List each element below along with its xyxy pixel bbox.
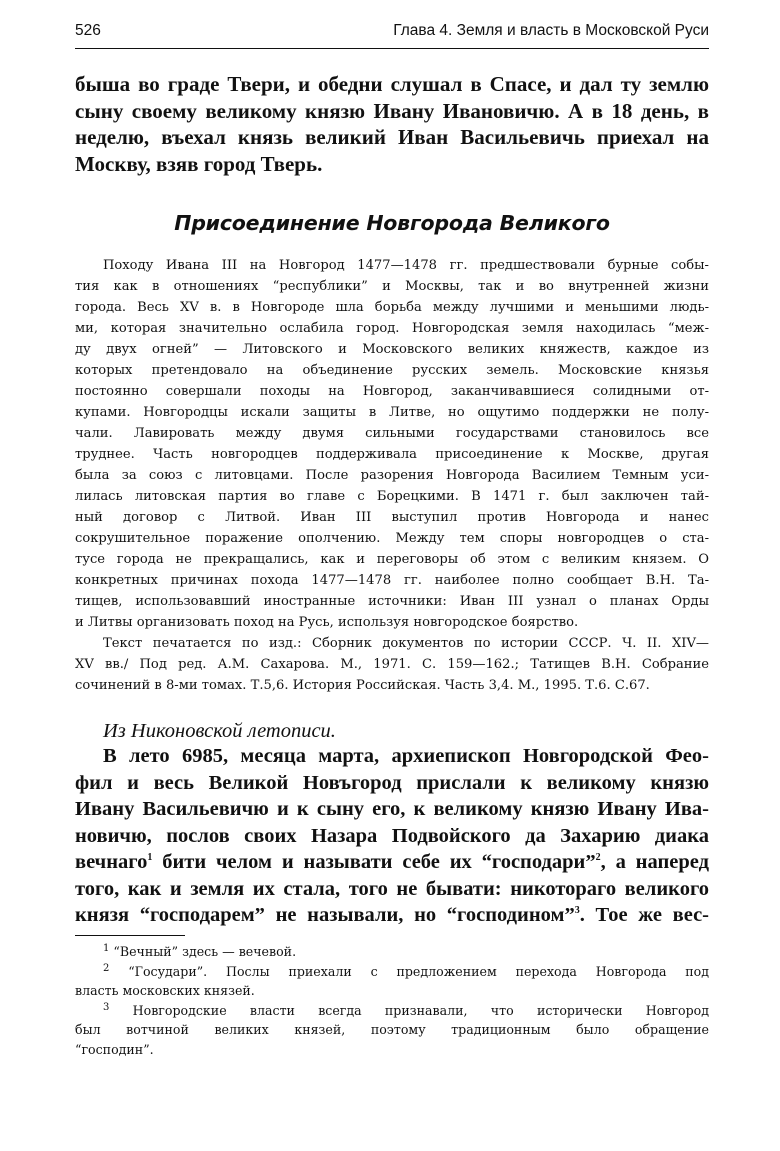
intro-line: ду двух огней” — Литовского и Московского великих княжеств, каждое из (75, 342, 709, 357)
intro-line: труднее. Часть новгородцев поддерживала присоединение к Москве, другая (75, 447, 709, 462)
chronicle-line: В лето 6985, месяца марта, архиепископ Новгородской Фео- (103, 745, 709, 767)
footnote-3 (75, 1001, 709, 1021)
intro-line: ми, которая значительно ослабила город. Новгородская земля находилась “меж- (75, 321, 709, 336)
intro-line: сокрушительное поражение ополчению. Между тем споры новгородцев о ста- (75, 531, 709, 546)
intro-line: которых претендовало на объединение русских земель. Московские князья (75, 363, 709, 378)
page-number: 526 (75, 22, 101, 39)
source-note-line: XV вв./ Под ред. А.М. Сахарова. М., 1971. С. 159—162.; Татищев В.Н. Собрание (75, 657, 709, 672)
intro-line: тия как в отношениях “республики” и Москвы, так и во внутренней жизни (75, 279, 709, 294)
intro-line: чали. Лавировать между двумя сильными государствами становилось все (75, 426, 709, 441)
footnote-mark: 3 (103, 1001, 110, 1013)
footnote-3-cont: был вотчиной великих князей, поэтому традиционным было обращение (75, 1022, 709, 1037)
footnote-text: Новгородские власти всегда признавали, что исторически Новгород (109, 1002, 709, 1018)
lead-paragraph (75, 71, 709, 177)
footnote-3-cont: “господин”. (75, 1041, 154, 1057)
intro-line: ный договор с Литвой. Иван III выступил против Новгорода и нанес (75, 510, 709, 525)
source-note-line: сочинений в 8-ми томах. Т.5,6. История Российская. Часть 3,4. М., 1995. Т.6. С.67. (75, 678, 650, 693)
footnote-ref-2[interactable]: 2 (595, 852, 601, 864)
chronicle-text-fragment: . Тое же вес- (579, 904, 709, 926)
intro-line: конкретных причинах похода 1477—1478 гг. наиболее полно сообщает В.Н. Та- (75, 573, 709, 588)
chronicle-line: того, как и земля их стала, того не бывати: никотораго великого (75, 877, 709, 900)
chapter-title: Глава 4. Земля и власть в Московской Руси (393, 22, 709, 39)
intro-line: постоянно совершали походы на Новгород, заканчивавшиеся солидными от- (75, 384, 709, 399)
lead-line: Москву, взяв город Тверь. (75, 151, 323, 176)
footnote-mark: 2 (103, 962, 110, 974)
footnote-ref-3[interactable]: 3 (574, 905, 580, 917)
chronicle-text-fragment: , а наперед (600, 851, 709, 873)
footnote-2-cont: власть московских князей. (75, 983, 255, 998)
chronicle-line: фил и весь Великой Новъгород прислали к великому князю (75, 771, 709, 794)
intro-line: купами. Новгородцы искали защиты в Литве, но ощутимо поддержки не полу- (75, 405, 709, 420)
footnote-text: “Вечный” здесь — вечевой. (109, 944, 297, 959)
intro-paragraph (75, 255, 709, 696)
footnote-ref-1[interactable]: 1 (147, 852, 153, 864)
lead-line: неделю, въехал князь великий Иван Васильевичь приехал на (75, 125, 709, 149)
chronicle-text-fragment: вечнаго (75, 851, 148, 873)
source-note-line: Текст печатается по изд.: Сборник документов по истории СССР. Ч. II. XIV— (103, 636, 709, 651)
footnote-1 (75, 942, 709, 962)
chronicle-line (75, 902, 709, 929)
footnote-2 (75, 962, 709, 982)
footnote-divider (75, 935, 185, 936)
intro-line: тусе города не прекращались, как и переговоры об этом с великим князем. О (75, 552, 709, 567)
source-heading: Из Никоновской летописи. (103, 720, 336, 742)
chronicle-text-fragment: князя “господарем” не называли, но “господином” (75, 904, 575, 926)
intro-line: и Литвы организовать поход на Русь, используя новгородское боярство. (75, 615, 579, 630)
intro-line: тищев, использовавший иностранные источники: Иван III узнал о планах Орды (75, 594, 709, 609)
book-page (75, 18, 709, 929)
chronicle-line: новичю, послов своих Назара Подвойского да Захарию диака (75, 824, 709, 847)
lead-line: быша во граде Твери, и обедни слушал в Спасе, и дал ту землю (75, 72, 709, 96)
intro-line: Походу Ивана III на Новгород 1477—1478 гг. предшествовали бурные собы- (103, 258, 709, 273)
section-title: Присоединение Новгорода Великого (174, 211, 610, 235)
running-header (75, 18, 709, 49)
intro-line: была за союз с литовцами. После разорения Новгорода Василием Темным уси- (75, 468, 709, 483)
footnote-text: “Государи”. Послы приехали с предложением перехода Новгорода под (109, 963, 709, 979)
lead-line: сыну своему великому князю Ивану Ивановичю. А в 18 день, в (75, 98, 709, 123)
footnote-mark: 1 (103, 942, 110, 954)
chronicle-text (75, 743, 709, 929)
intro-line: города. Весь XV в. в Новгороде шла борьба между лучшими и меньшими людь- (75, 300, 709, 315)
chronicle-line: Ивану Васильевичю и к сыну его, к великому князю Ивану Ива- (75, 798, 709, 820)
chronicle-line (75, 849, 709, 876)
intro-line: лилась литовская партия во главе с Борецкими. В 1471 г. был заключен тай- (75, 489, 709, 504)
footnotes (75, 942, 709, 1059)
chronicle-text-fragment: бити челом и называти себе их “господари” (152, 851, 596, 873)
